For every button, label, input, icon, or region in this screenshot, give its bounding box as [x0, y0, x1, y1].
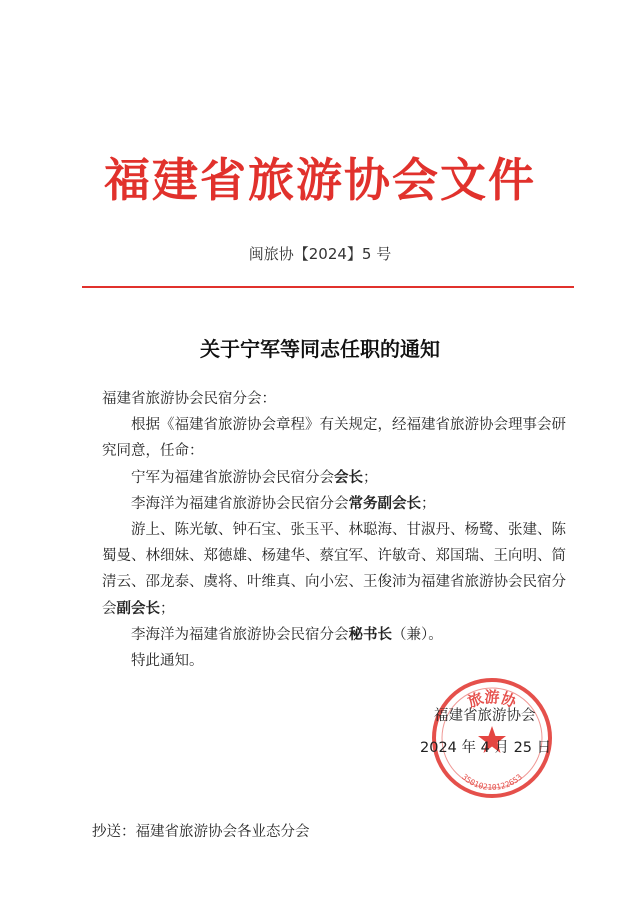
document-number: 闽旅协【2024】5 号 — [248, 245, 392, 263]
svg-text:35010210122653 — [460, 772, 524, 792]
appointment-3-title: 副会长 — [116, 600, 160, 617]
seal-number: 35010210122653 — [460, 772, 524, 793]
closing-line: 特此通知。 — [131, 653, 204, 670]
cc-line: 抄送：福建省旅游协会各业态分会 — [92, 824, 310, 840]
appointment-3-text: 游上、陈光敏、钟石宝、张玉平、林聪海、甘淑丹、杨鹭、张建、陈蜀曼、林细妹、郑德雄、杨建华、蔡宜军、许敏奇、郑国瑞、王向明、简清云、邵龙泰、虞将、叶维真、向小宏、王俊沛为福建省旅游协会民宿分会 — [102, 522, 566, 617]
appointment-4-title: 秘书长 — [348, 626, 392, 643]
document-header-title: 福建省旅游协会文件 — [104, 153, 536, 207]
appointment-2-text: 李海洋为福建省旅游协会民宿分会 — [131, 495, 349, 512]
appointment-1 — [102, 465, 572, 491]
appointment-4-text: 李海洋为福建省旅游协会民宿分会 — [131, 626, 349, 643]
appointment-3 — [102, 517, 572, 622]
notice-title: 关于宁军等同志任职的通知 — [200, 337, 440, 361]
intro-paragraph: 根据《福建省旅游协会章程》有关规定，经福建省旅游协会理事会研究同意，任命： — [102, 417, 566, 460]
seal-top-text: 旅游协 — [465, 688, 519, 712]
appointment-1-title: 会长 — [334, 469, 363, 486]
appointment-4-end: （兼）。 — [392, 626, 443, 643]
appointment-4 — [102, 622, 572, 648]
appointment-2-end: ； — [421, 495, 436, 512]
appointment-3-end: ； — [160, 600, 175, 617]
header-divider — [82, 286, 574, 288]
appointment-1-text: 宁军为福建省旅游协会民宿分会 — [131, 469, 334, 486]
appointment-2-title: 常务副会长 — [348, 495, 421, 512]
signature-date: 2024 年 4 月 25 日 — [420, 740, 552, 756]
appointment-1-end: ； — [363, 469, 378, 486]
salutation: 福建省旅游协会民宿分会： — [102, 391, 276, 407]
appointment-2 — [102, 491, 572, 517]
signature-organization: 福建省旅游协会 — [434, 708, 536, 724]
notice-body — [102, 386, 572, 674]
